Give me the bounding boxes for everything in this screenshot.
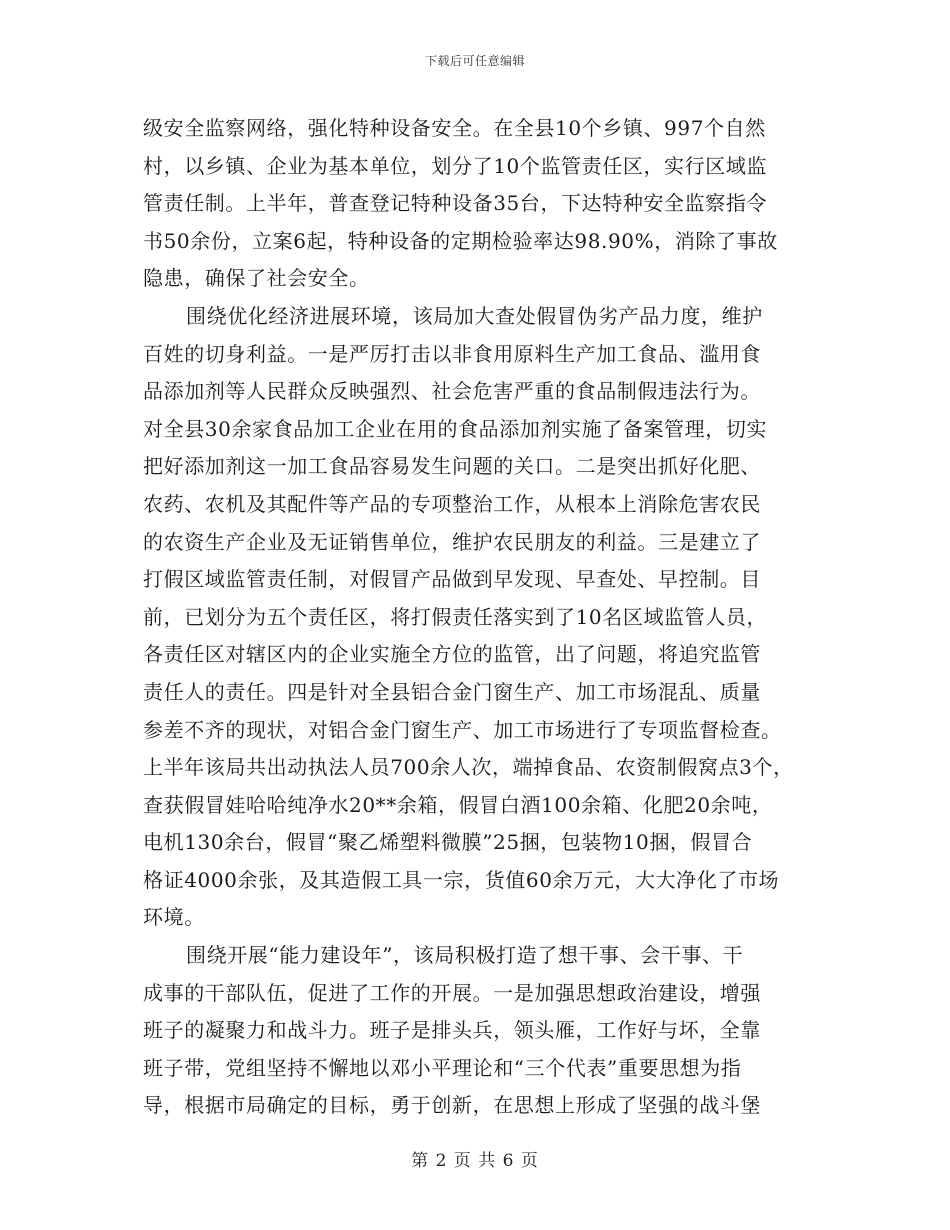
text-line: 的农资生产企业及无证销售单位，维护农民朋友的利益。三是建立了 — [143, 529, 761, 554]
text-line: 格证4000余张，及其造假工具一宗，货值60余万元，大大净化了市场 — [143, 867, 780, 892]
text-line: 查获假冒娃哈哈纯净水20**余箱，假冒白酒100余箱、化肥20余吨， — [143, 792, 773, 817]
text-line: 百姓的切身利益。一是严厉打击以非食用原料生产加工食品、滥用食 — [143, 341, 761, 366]
text-line: 打假区域监管责任制，对假冒产品做到早发现、早查处、早控制。目 — [143, 567, 761, 592]
paragraph-start-line: 围绕开展“能力建设年”，该局积极打造了想干事、会干事、干 — [186, 943, 744, 968]
text-line: 村，以乡镇、企业为基本单位，划分了10个监管责任区，实行区域监 — [143, 153, 768, 178]
text-line: 电机130余台，假冒“聚乙烯塑料微膜”25捆，包装物10捆，假冒合 — [143, 830, 753, 855]
text-line: 班子带，党组坚持不懈地以邓小平理论和“三个代表”重要思想为指 — [143, 1055, 742, 1080]
text-line: 级安全监察网络，强化特种设备安全。在全县10个乡镇、997个自然 — [143, 116, 766, 140]
text-line: 管责任制。上半年，普查登记特种设备35台，下达特种安全监察指令 — [143, 191, 768, 216]
text-line: 参差不齐的现状，对铝合金门窗生产、加工市场进行了专项监督检查。 — [143, 717, 782, 742]
text-line: 前，已划分为五个责任区，将打假责任落实到了10名区域监管人员， — [143, 604, 768, 629]
text-line: 成事的干部队伍，促进了工作的开展。一是加强思想政治建设，增强 — [143, 980, 761, 1005]
text-line: 各责任区对辖区内的企业实施全方位的监管，出了问题，将追究监管 — [143, 642, 761, 667]
text-line: 责任人的责任。四是针对全县铝合金门窗生产、加工市场混乱、质量 — [143, 679, 761, 704]
text-line: 班子的凝聚力和战斗力。班子是排头兵，领头雁，工作好与坏，全靠 — [143, 1018, 761, 1043]
page-number-footer: 第 2 页 共 6 页 — [411, 1151, 539, 1171]
text-line: 品添加剂等人民群众反映强烈、社会危害严重的食品制假违法行为。 — [143, 379, 761, 404]
text-line: 书50余份，立案6起，特种设备的定期检验率达98.90%，消除了事故 — [143, 228, 778, 253]
paragraph-start-line: 围绕优化经济进展环境，该局加大查处假冒伪劣产品力度，维护 — [186, 303, 763, 328]
page-header: 下载后可任意编辑 — [424, 54, 525, 68]
text-line: 环境。 — [143, 905, 205, 930]
text-line: 对全县30余家食品加工企业在用的食品添加剂实施了备案管理，切实 — [143, 416, 768, 441]
document-body — [143, 110, 833, 1125]
text-line: 上半年该局共出动执法人员700余人次，端掉食品、农资制假窝点3个， — [143, 755, 794, 780]
text-line: 隐患，确保了社会安全。 — [143, 266, 370, 291]
text-line: 导，根据市局确定的目标，勇于创新，在思想上形成了坚强的战斗堡 — [143, 1093, 761, 1118]
text-line: 农药、农机及其配件等产品的专项整治工作，从根本上消除危害农民 — [143, 491, 761, 516]
text-line: 把好添加剂这一加工食品容易发生问题的关口。二是突出抓好化肥、 — [143, 454, 761, 479]
